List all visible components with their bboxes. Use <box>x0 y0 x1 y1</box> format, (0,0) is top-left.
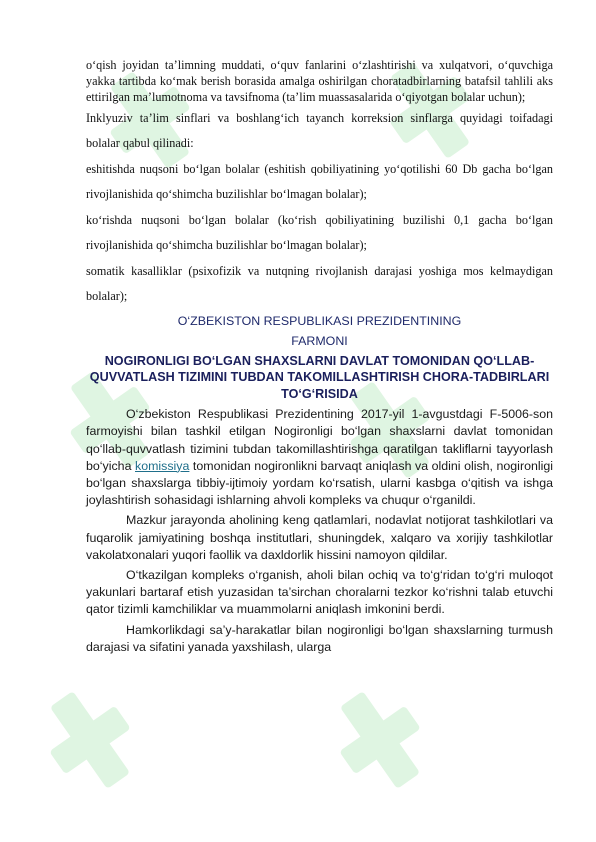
komissiya-link[interactable]: komissiya <box>135 458 190 473</box>
inclusive-item: ko‘rishda nuqsoni bo‘lgan bolalar (ko‘rish qobiliyatining buzilishi 0,1 gacha bo‘lgan rivojlanishida qo‘shimcha buzilishlar bo‘lmagan bolalar); <box>86 212 553 253</box>
body-paragraph-2: Mazkur jarayonda aholining keng qatlamlari, nodavlat notijorat tashkilotlari va fuqarolik jamiyatining boshqa institutlari, shuningdek, xalqaro va xorijiy tashkilotlar vakolatxonalari yuqori faollik va daxldorlik hissini namoyon qildilar. <box>86 513 553 562</box>
decree-title: NOGIRONLIGI BO‘LGAN SHAXSLARNI DAVLAT TOMONIDAN QO‘LLAB-QUVVATLASH TIZIMINI TUBDAN TAKOMILLASHTIRISH CHORA-TADBIRLARI TO‘G‘RISIDA <box>89 353 550 401</box>
inclusive-section <box>86 106 553 310</box>
decree-type: FARMONI <box>291 333 348 348</box>
inclusive-lead: Inklyuziv ta’lim sinflari va boshlang‘ich tayanch korreksion sinflarga quyidagi toifadagi bolalar qabul qilinadi: <box>86 110 553 151</box>
decree-org: O‘ZBEKISTON RESPUBLIKASI PREZIDENTINING <box>177 313 462 328</box>
intro-block <box>86 57 553 106</box>
intro-paragraph: o‘qish joyidan ta’limning muddati, o‘quv fanlarini o‘zlashtirishi va xulqatvori, o‘quvchiga yakka tartibda ko‘mak berish borasida amalga oshirilgan choratadbirlarning batafsil tahlili aks ettirilgan ma’lumotnoma va tavsifnoma (ta’lim muassasalarida o‘qiyotgan bolalar uchun); <box>86 58 553 105</box>
inclusive-item: somatik kasalliklar (psixofizik va nutqning rivojlanish darajasi yoshiga mos kelmaydigan bolalar); <box>86 263 553 304</box>
body-paragraph-1 <box>86 406 553 509</box>
page-content <box>86 57 553 656</box>
decree-body <box>86 406 553 656</box>
body-paragraph-4: Hamkorlikdagi sa’y-harakatlar bilan nogironligi bo‘lgan shaxslarning turmush darajasi va sifatini yanada yaxshilash, ularga <box>86 622 553 654</box>
p1-before: O‘zbekiston Respublikasi Prezidentining 2017-yil 1-avgustdagi F-5006-son farmoyishi bilan tashkil etilgan Nogironligi bo‘lgan shaxslarni davlat tomonidan qo‘llab-quvvatlash tizimini tubdan takomillashtirishga qaratilgan takliflarni tayyorlash bo‘yicha <box>86 407 553 473</box>
inclusive-item: eshitishda nuqsoni bo‘lgan bolalar (eshitish qobiliyatining yo‘qotilishi 60 Db gacha bo‘lgan rivojlanishida qo‘shimcha buzilishlar bo‘lmagan bolalar); <box>86 161 553 202</box>
body-paragraph-3: O‘tkazilgan kompleks o‘rganish, aholi bilan ochiq va to‘g‘ridan to‘g‘ri muloqot yakunlari bartaraf etish yuzasidan ta’sirchan choralarni tezkor ko‘rishni talab etuvchi qator tizimli kamchiliklar va muammolarni aniqlash imkonini berdi. <box>86 567 553 617</box>
p1-after: tomonidan nogironlikni barvaqt aniqlash va oldini olish, nogironligi bo‘lgan shaxslarga tibbiy-ijtimoiy yordam ko‘rsatish, ularni kasbga o‘qitish va ishga joylashtirish sohasidagi ishlarning ahvoli kompleks va chuqur o‘rganildi. <box>86 458 553 508</box>
decree-header <box>86 310 553 403</box>
